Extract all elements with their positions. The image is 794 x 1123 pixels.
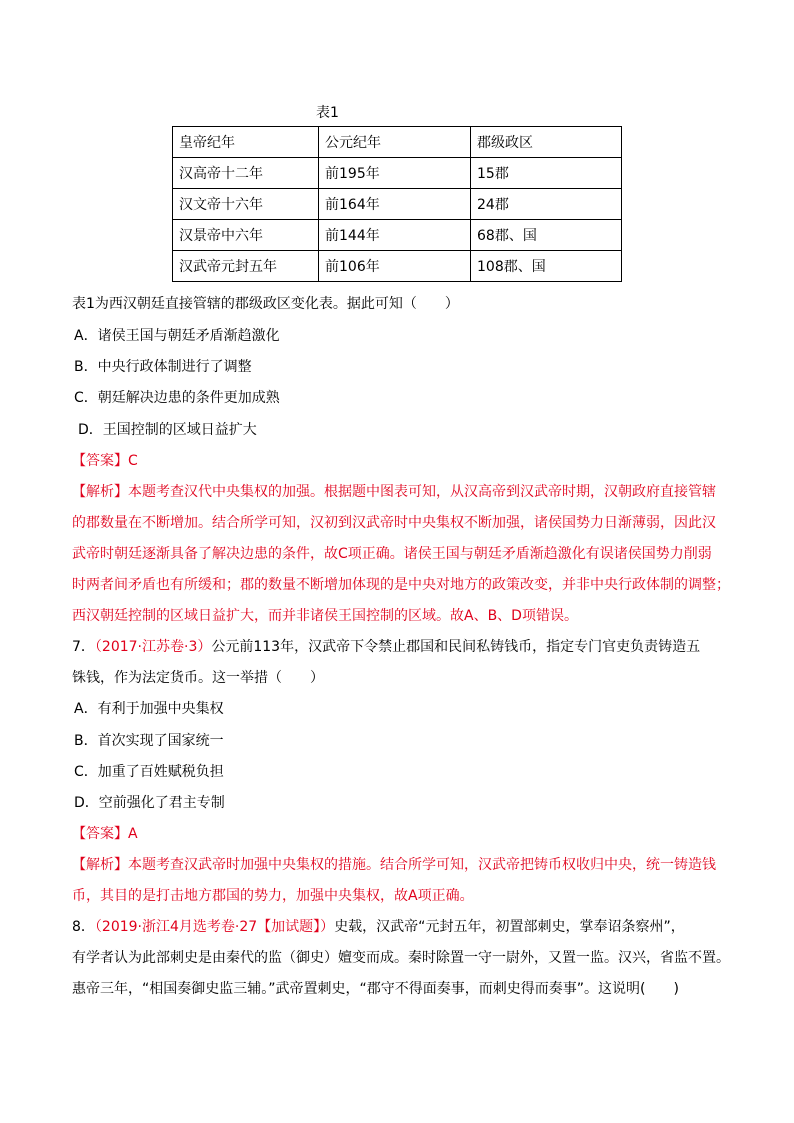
table-cell: 汉武帝元封五年 bbox=[173, 251, 319, 282]
table-row bbox=[173, 220, 622, 251]
question-6-analysis-line: 武帝时朝廷逐渐具备了解决边患的条件，故C项正确。诸侯王国与朝廷矛盾渐趋激化有误诸侯国势力削弱 bbox=[72, 546, 712, 562]
question-7-analysis-line: 【解析】本题考查汉武帝时加强中央集权的措施。结合所学可知，汉武帝把铸币权收归中央，统一铸造钱 bbox=[72, 857, 716, 873]
question-6-analysis-line: 西汉朝廷控制的区域日益扩大，而并非诸侯王国控制的区域。故A、B、D项错误。 bbox=[72, 608, 578, 624]
table-cell: 前164年 bbox=[319, 189, 471, 220]
question-6-answer: 【答案】C bbox=[72, 453, 138, 469]
table-cell: 前144年 bbox=[319, 220, 471, 251]
question-6-analysis-line: 的郡数量在不断增加。结合所学可知，汉初到汉武帝时中央集权不断加强，诸侯国势力日渐薄弱，因此汉 bbox=[72, 515, 716, 531]
question-7-option-b: B．首次实现了国家统一 bbox=[74, 733, 224, 749]
question-7-stem: 公元前113年，汉武帝下令禁止郡国和民间私铸钱币，指定专门官吏负责铸造五 bbox=[211, 639, 701, 655]
question-7-analysis-line: 币，其目的是打击地方郡国的势力，加强中央集权，故A项正确。 bbox=[72, 888, 474, 904]
table-header-row bbox=[173, 127, 622, 158]
question-7-source: （2017·江苏卷·3） bbox=[94, 639, 212, 655]
table-row bbox=[173, 251, 622, 282]
table-cell: 15郡 bbox=[471, 158, 622, 189]
table-cell: 汉景帝中六年 bbox=[173, 220, 319, 251]
question-7-option-c: C．加重了百姓赋税负担 bbox=[74, 764, 224, 780]
question-8-source: （2019·浙江4月选考卷·27【加试题】） bbox=[94, 919, 335, 935]
prefecture-table bbox=[172, 126, 622, 282]
question-7-option-d: D．空前强化了君主专制 bbox=[74, 795, 225, 811]
table-cell: 108郡、国 bbox=[471, 251, 622, 282]
question-6-stem: 表1为西汉朝廷直接管辖的郡级政区变化表。据此可知（ ） bbox=[72, 296, 459, 312]
question-7-answer: 【答案】A bbox=[72, 826, 138, 842]
table-cell: 汉高帝十二年 bbox=[173, 158, 319, 189]
question-8-stem-line-1 bbox=[72, 916, 685, 936]
question-6-option-d: D．王国控制的区域日益扩大 bbox=[78, 422, 257, 438]
table-row bbox=[173, 189, 622, 220]
question-7-stem-line-1 bbox=[72, 636, 700, 656]
question-6-analysis-line: 时两者间矛盾也有所缓和；郡的数量不断增加体现的是中央对地方的政策改变，并非中央行政体制的调整； bbox=[72, 577, 730, 593]
question-8-stem: 史载，汉武帝“元封五年，初置部刺史，掌奉诏条察州”， bbox=[334, 919, 685, 935]
question-7-option-a: A．有利于加强中央集权 bbox=[74, 701, 224, 717]
question-8-stem-line-2: 有学者认为此部刺史是由秦代的监（御史）嬗变而成。秦时除置一守一尉外，又置一监。汉兴，省监不置。 bbox=[72, 950, 730, 966]
table-row bbox=[173, 158, 622, 189]
table-cell: 24郡 bbox=[471, 189, 622, 220]
table-caption: 表1 bbox=[316, 105, 339, 121]
question-6-analysis-line: 【解析】本题考查汉代中央集权的加强。根据题中图表可知，从汉高帝到汉武帝时期，汉朝政府直接管辖 bbox=[72, 484, 716, 500]
question-6-option-b: B．中央行政体制进行了调整 bbox=[74, 359, 252, 375]
table-header-cell: 郡级政区 bbox=[471, 127, 622, 158]
table-header-cell: 公元纪年 bbox=[319, 127, 471, 158]
question-7-number: 7． bbox=[72, 639, 95, 655]
question-6-option-a: A．诸侯王国与朝廷矛盾渐趋激化 bbox=[74, 328, 280, 344]
question-6-option-c: C．朝廷解决边患的条件更加成熟 bbox=[74, 390, 280, 406]
question-7-stem-line-2: 铢钱，作为法定货币。这一举措（ ） bbox=[72, 670, 324, 686]
question-8-stem-line-3: 惠帝三年，“相国奏御史监三辅。”武帝置刺史，“郡守不得面奏事，而刺史得而奏事”。这说明( ) bbox=[72, 981, 679, 997]
table-cell: 前195年 bbox=[319, 158, 471, 189]
table-cell: 前106年 bbox=[319, 251, 471, 282]
question-8-number: 8． bbox=[72, 919, 95, 935]
table-cell: 汉文帝十六年 bbox=[173, 189, 319, 220]
table-cell: 68郡、国 bbox=[471, 220, 622, 251]
table-header-cell: 皇帝纪年 bbox=[173, 127, 319, 158]
